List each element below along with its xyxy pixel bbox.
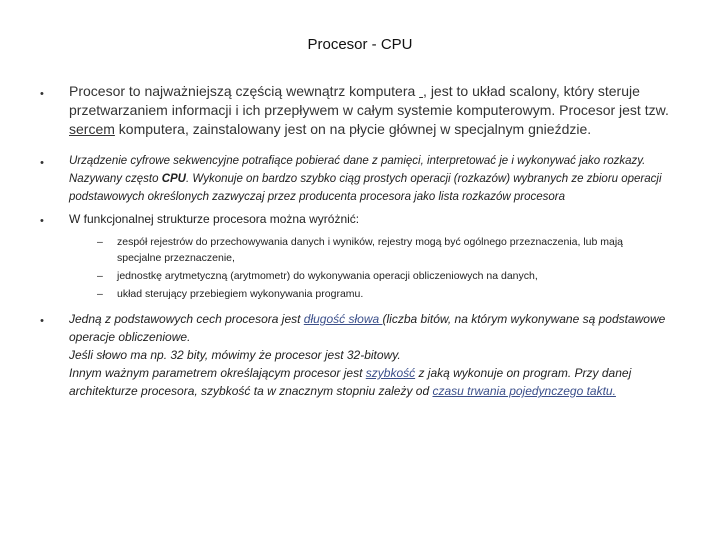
sub-marker: – xyxy=(97,236,103,248)
bullet-text: Innym ważnym parametrem określającym procesor jest xyxy=(69,366,366,380)
sub-marker: – xyxy=(97,288,103,300)
bullet-text: W funkcjonalnej strukturze procesora można wyróżnić: xyxy=(69,212,360,226)
bullet-text: . Wykonuje on bardzo szybko ciąg prostych operacji (rozkazów) wybranych ze zbioru operacji podstawowych określonych zazwyczaj przez producenta procesora jako lista rozkazów procesora xyxy=(69,173,662,203)
bullet-text: , jest to układ scalony, który steruje przetwarzaniem informacji i ich przepływem w całym systemie komputerowym. Procesor jest tzw. xyxy=(69,83,669,118)
bullet-marker: • xyxy=(40,315,44,327)
bullet-marker: • xyxy=(40,157,44,169)
bullet-word-length xyxy=(40,310,670,400)
list-item xyxy=(97,268,670,284)
slide-title: Procesor - CPU xyxy=(307,36,413,53)
list-item xyxy=(97,286,670,302)
bullet-cpu-definition xyxy=(40,82,670,139)
clock-cycle-link[interactable]: czasu trwania pojedynczego taktu. xyxy=(432,384,616,398)
bullet-sequential-device xyxy=(40,152,670,206)
bullet-text: (liczba bitów, na którym wykonywane są podstawowe operacje obliczeniowe. xyxy=(69,312,666,344)
structure-sublist xyxy=(97,234,670,302)
list-item xyxy=(97,234,670,266)
speed-link[interactable]: szybkość xyxy=(365,366,416,380)
bullet-text: Urządzenie cyfrowe sekwencyjne potrafiące pobierać dane z pamięci, interpretować je i wykonywać jako rozkazy. Nazywany często xyxy=(69,155,646,185)
list-item-text: układ sterujący przebiegiem wykonywania programu. xyxy=(117,288,364,300)
slide-body xyxy=(40,82,670,400)
list-item-text: zespół rejestrów do przechowywania danych i wyników, rejestry mogą być ogólnego przeznaczenia, lub mają specjalne przeznaczenie, xyxy=(117,236,624,264)
bullet-functional-structure xyxy=(40,210,670,228)
sub-marker: – xyxy=(97,270,103,282)
bullet-text: Jedną z podstawowych cech procesora jest xyxy=(69,312,304,326)
word-length-link[interactable]: długość słowa xyxy=(303,312,383,326)
bullet-marker: • xyxy=(40,215,44,227)
bullet-marker: • xyxy=(40,88,44,100)
heart-term: sercem xyxy=(69,121,115,137)
bullet-text: Jeśli słowo ma np. 32 bity, mówimy że procesor jest 32-bitowy. xyxy=(69,348,401,362)
bullet-text: komputera, zainstalowany jest on na płycie głównej w specjalnym gnieździe. xyxy=(114,121,592,137)
bullet-text: Procesor to najważniejszą częścią wewnątrz komputera xyxy=(69,83,420,99)
bullet-text: z jaką wykonuje on program. Przy danej architekturze procesora, szybkość ta w znacznym stopniu zależy od xyxy=(69,366,632,398)
list-item-text: jednostkę arytmetyczną (arytmometr) do wykonywania operacji obliczeniowych na danych, xyxy=(117,270,538,282)
cpu-term: CPU xyxy=(161,173,186,185)
